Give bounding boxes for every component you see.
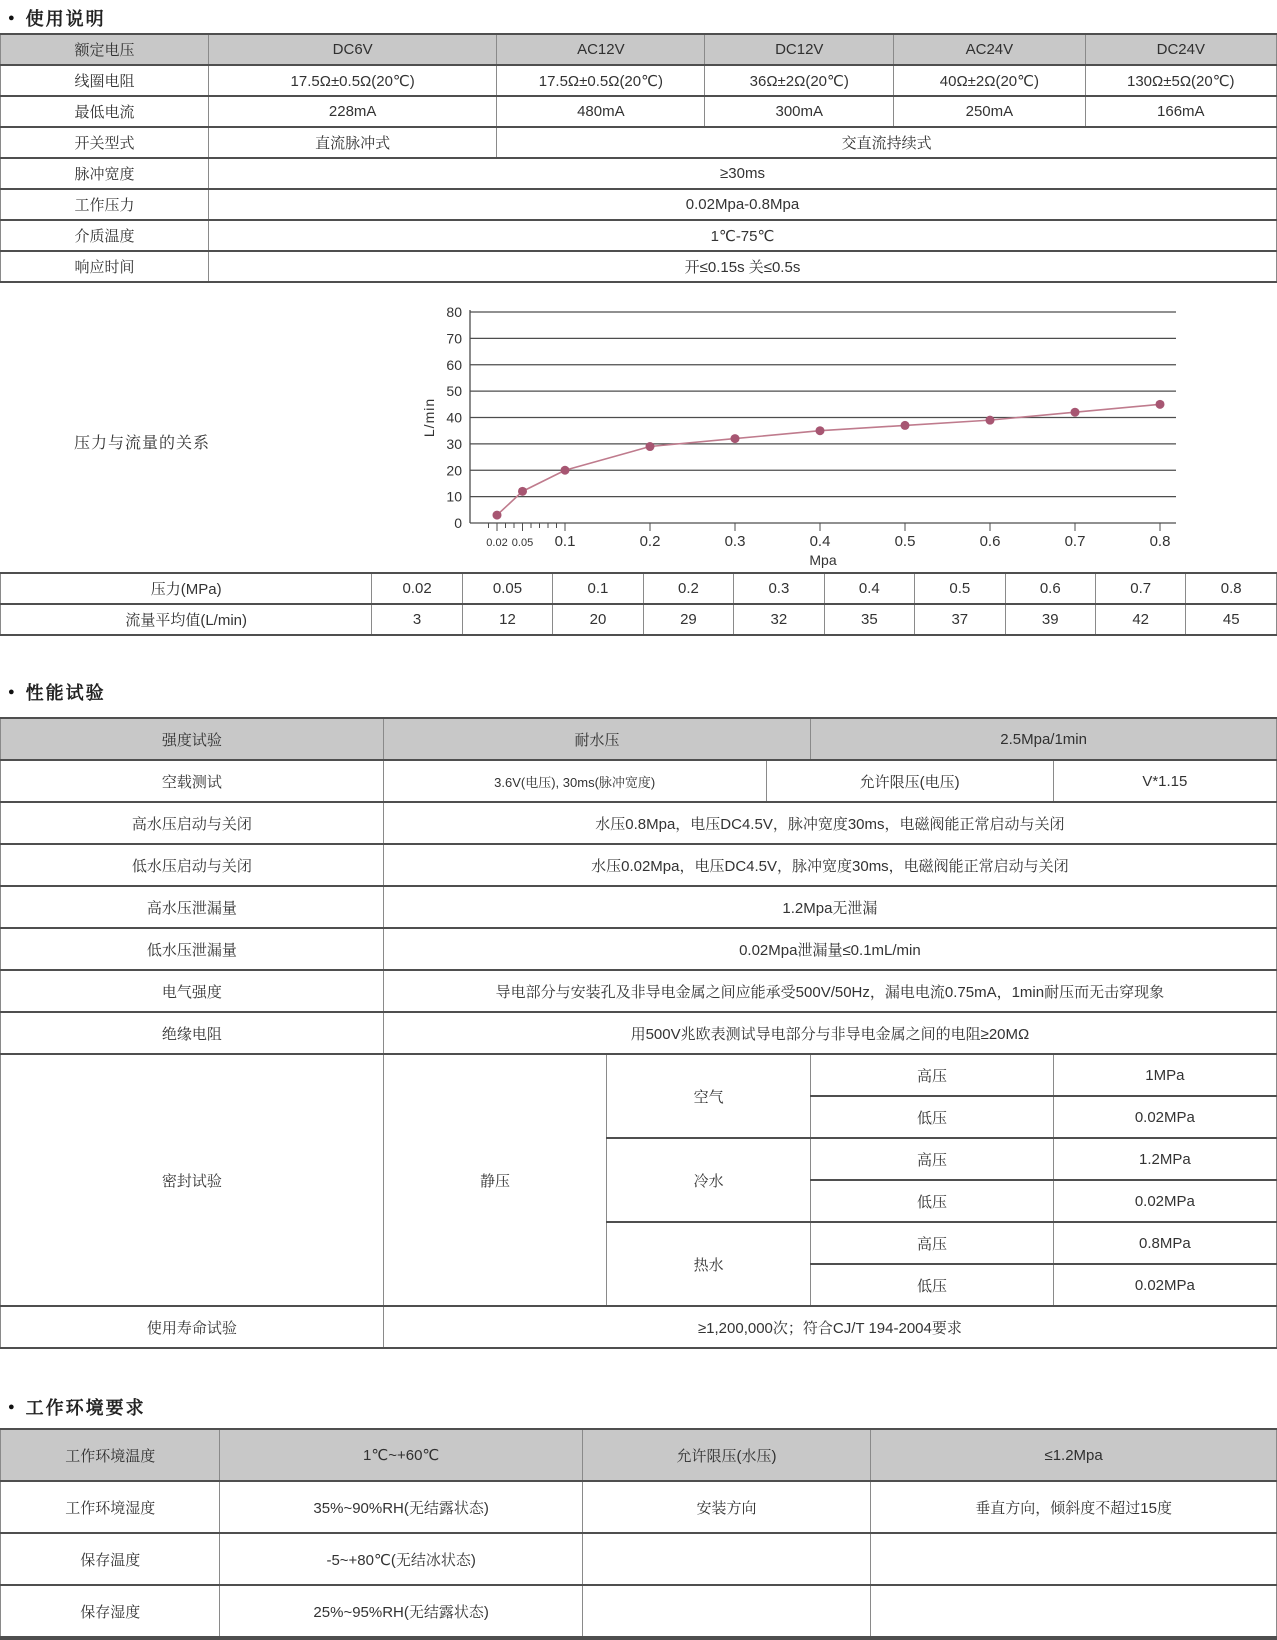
table-row: [1, 718, 1277, 760]
table-row: [1, 220, 1277, 251]
row-label-cell: 保存湿度: [1, 1585, 220, 1638]
value-cell: 250mA: [894, 96, 1085, 127]
value-cell: 0.4: [824, 573, 914, 604]
value-cell: 直流脉冲式: [208, 127, 496, 158]
value-cell: 0.02MPa: [1053, 1180, 1276, 1222]
value-cell: 0.1: [553, 573, 643, 604]
value-cell: 允许限压(电压): [766, 760, 1053, 802]
value-cell: 0.02Mpa泄漏量≤0.1mL/min: [383, 928, 1276, 970]
row-label-cell: 高水压泄漏量: [1, 886, 384, 928]
header-cell: DC24V: [1085, 34, 1276, 65]
row-label-cell: 脉冲宽度: [1, 158, 209, 189]
row-label-cell: 保存温度: [1, 1533, 220, 1585]
value-cell: 0.05: [462, 573, 552, 604]
value-cell: 0.02: [372, 573, 462, 604]
value-cell: [871, 1585, 1277, 1638]
performance-table-wrap: [0, 717, 1277, 1349]
row-label-cell: 最低电流: [1, 96, 209, 127]
header-cell: 强度试验: [1, 718, 384, 760]
bullet-icon: ●: [8, 685, 17, 698]
value-cell: 0.6: [1005, 573, 1095, 604]
row-label-cell: 热水: [607, 1222, 811, 1306]
y-tick-label: 10: [446, 488, 462, 505]
x-tick-label: 0.4: [809, 533, 831, 550]
header-cell: AC12V: [497, 34, 705, 65]
row-label-cell: 低压: [811, 1180, 1053, 1222]
header-cell: ≤1.2Mpa: [871, 1429, 1277, 1481]
x-axis-label: Mpa: [809, 552, 837, 568]
row-label-cell: 高水压启动与关闭: [1, 802, 384, 844]
data-point-marker: [646, 442, 655, 451]
table-row: [1, 970, 1277, 1012]
row-label-cell: 工作压力: [1, 189, 209, 220]
section-usage-title: [8, 5, 106, 31]
table-row: [1, 928, 1277, 970]
data-point-marker: [731, 434, 740, 443]
value-cell: 0.02MPa: [1053, 1096, 1276, 1138]
row-label-cell: 空载测试: [1, 760, 384, 802]
row-label-cell: 密封试验: [1, 1054, 384, 1306]
row-label-cell: 使用寿命试验: [1, 1306, 384, 1348]
header-cell: 2.5Mpa/1min: [811, 718, 1277, 760]
header-cell: 额定电压: [1, 34, 209, 65]
row-label-cell: 流量平均值(L/min): [1, 604, 372, 635]
section-environment-title: [8, 1394, 146, 1420]
value-cell: 开≤0.15s 关≤0.5s: [208, 251, 1276, 282]
y-tick-label: 60: [446, 356, 462, 373]
data-point-marker: [518, 487, 527, 496]
value-cell: 35: [824, 604, 914, 635]
table-row: [1, 65, 1277, 96]
value-cell: 480mA: [497, 96, 705, 127]
data-point-marker: [561, 466, 570, 475]
value-cell: 高压: [811, 1222, 1053, 1264]
header-cell: 耐水压: [383, 718, 810, 760]
y-tick-label: 70: [446, 330, 462, 347]
row-label-cell: 响应时间: [1, 251, 209, 282]
y-tick-label: 20: [446, 462, 462, 479]
value-cell: 0.8MPa: [1053, 1222, 1276, 1264]
value-cell: 29: [643, 604, 733, 635]
row-label-cell: 低水压泄漏量: [1, 928, 384, 970]
header-cell: 工作环境温度: [1, 1429, 220, 1481]
x-tick-label: 0.5: [894, 533, 916, 550]
table-row: [1, 886, 1277, 928]
value-cell: 12: [462, 604, 552, 635]
row-label-cell: 电气强度: [1, 970, 384, 1012]
value-cell: 25%~95%RH(无结露状态): [220, 1585, 582, 1638]
y-tick-label: 50: [446, 383, 462, 400]
row-label-cell: 低压: [811, 1264, 1053, 1306]
row-label-cell: 压力(MPa): [1, 573, 372, 604]
table-row: [1, 1306, 1277, 1348]
chart-title: 压力与流量的关系: [74, 435, 211, 452]
table-row: [1, 604, 1277, 635]
table-row: [1, 1012, 1277, 1054]
table-row: [1, 158, 1277, 189]
pressure-flow-table: [0, 572, 1277, 636]
value-cell: 静压: [383, 1054, 606, 1306]
x-tick-label: 0.8: [1149, 533, 1171, 550]
value-cell: 安装方向: [582, 1481, 870, 1533]
value-cell: 空气: [607, 1054, 811, 1138]
data-point-marker: [1156, 400, 1165, 409]
value-cell: 1MPa: [1053, 1054, 1276, 1096]
table-row: [1, 573, 1277, 604]
value-cell: ≥30ms: [208, 158, 1276, 189]
value-cell: 0.02Mpa-0.8Mpa: [208, 189, 1276, 220]
value-cell: 1℃-75℃: [208, 220, 1276, 251]
value-cell: V*1.15: [1053, 760, 1276, 802]
table-row: [1, 96, 1277, 127]
value-cell: 17.5Ω±0.5Ω(20℃): [208, 65, 496, 96]
value-cell: 35%~90%RH(无结露状态): [220, 1481, 582, 1533]
section-performance-title: [8, 679, 106, 705]
y-axis-label: L/min: [421, 397, 437, 438]
flow-line: [497, 404, 1160, 515]
x-tick-label: 0.02: [486, 537, 508, 549]
value-cell: 3: [372, 604, 462, 635]
table-row: [1, 127, 1277, 158]
row-label-cell: 介质温度: [1, 220, 209, 251]
value-cell: 45: [1186, 604, 1277, 635]
table-row: [1, 844, 1277, 886]
value-cell: 36Ω±2Ω(20℃): [705, 65, 894, 96]
header-cell: DC6V: [208, 34, 496, 65]
spec-table-wrap: [0, 33, 1277, 283]
value-cell: 1.2MPa: [1053, 1138, 1276, 1180]
value-cell: 42: [1095, 604, 1185, 635]
value-cell: 0.3: [734, 573, 824, 604]
row-label-cell: 绝缘电阻: [1, 1012, 384, 1054]
value-cell: 300mA: [705, 96, 894, 127]
table-row: [1, 1533, 1277, 1585]
bullet-icon: ●: [8, 11, 17, 24]
table-row: [1, 189, 1277, 220]
table-row: [1, 1054, 1277, 1096]
x-tick-label: 0.2: [639, 533, 661, 550]
value-cell: 0.7: [1095, 573, 1185, 604]
value-cell: [871, 1533, 1277, 1585]
value-cell: 水压0.8Mpa，电压DC4.5V，脉冲宽度30ms，电磁阀能正常启动与关闭: [383, 802, 1276, 844]
value-cell: [582, 1533, 870, 1585]
rated-voltage-spec-table: [0, 33, 1277, 283]
value-cell: 水压0.02Mpa，电压DC4.5V，脉冲宽度30ms，电磁阀能正常启动与关闭: [383, 844, 1276, 886]
value-cell: 导电部分与安装孔及非导电金属之间应能承受500V/50Hz，漏电电流0.75mA，1min耐压而无击穿现象: [383, 970, 1276, 1012]
value-cell: ≥1,200,000次；符合CJ/T 194-2004要求: [383, 1306, 1276, 1348]
data-point-marker: [901, 421, 910, 430]
x-tick-label: 0.7: [1064, 533, 1086, 550]
header-cell: 1℃~+60℃: [220, 1429, 582, 1481]
value-cell: 0.5: [915, 573, 1005, 604]
data-point-marker: [1071, 408, 1080, 417]
value-cell: 228mA: [208, 96, 496, 127]
row-label-cell: 工作环境湿度: [1, 1481, 220, 1533]
environment-table-wrap: [0, 1428, 1277, 1640]
header-cell: AC24V: [894, 34, 1085, 65]
row-label-cell: 低水压启动与关闭: [1, 844, 384, 886]
value-cell: 40Ω±2Ω(20℃): [894, 65, 1085, 96]
section-title-text: 工作环境要求: [25, 1398, 146, 1418]
value-cell: 37: [915, 604, 1005, 635]
x-tick-label: 0.6: [979, 533, 1001, 550]
value-cell: 39: [1005, 604, 1095, 635]
data-point-marker: [816, 426, 825, 435]
value-cell: 0.2: [643, 573, 733, 604]
y-tick-label: 0: [454, 515, 462, 531]
section-title-text: 使用说明: [25, 9, 106, 29]
header-cell: DC12V: [705, 34, 894, 65]
row-label-cell: 开关型式: [1, 127, 209, 158]
table-row: [1, 1429, 1277, 1481]
data-point-marker: [986, 416, 995, 425]
working-environment-table: [0, 1428, 1277, 1640]
value-cell: 17.5Ω±0.5Ω(20℃): [497, 65, 705, 96]
row-label-cell: 冷水: [607, 1138, 811, 1222]
value-cell: 垂直方向，倾斜度不超过15度: [871, 1481, 1277, 1533]
y-tick-label: 30: [446, 435, 462, 452]
x-tick-label: 0.05: [511, 537, 534, 549]
value-cell: 166mA: [1085, 96, 1276, 127]
bullet-icon: ●: [8, 1400, 17, 1413]
y-tick-label: 40: [446, 409, 462, 426]
performance-test-table: [0, 717, 1277, 1349]
value-cell: 用500V兆欧表测试导电部分与非导电金属之间的电阻≥20MΩ: [383, 1012, 1276, 1054]
row-label-cell: 低压: [811, 1096, 1053, 1138]
row-label-cell: 线圈电阻: [1, 65, 209, 96]
x-tick-label: 0.1: [554, 533, 576, 550]
table-row: [1, 34, 1277, 65]
table-row: [1, 760, 1277, 802]
value-cell: 130Ω±5Ω(20℃): [1085, 65, 1276, 96]
value-cell: 高压: [811, 1054, 1053, 1096]
section-title-text: 性能试验: [25, 683, 106, 703]
value-cell: [582, 1585, 870, 1638]
value-cell: 20: [553, 604, 643, 635]
table-row: [1, 1585, 1277, 1638]
header-cell: 允许限压(水压): [582, 1429, 870, 1481]
data-point-marker: [493, 511, 502, 520]
value-cell: 高压: [811, 1138, 1053, 1180]
value-cell: 0.02MPa: [1053, 1264, 1276, 1306]
value-cell: 3.6V(电压), 30ms(脉冲宽度): [383, 760, 766, 802]
value-cell: 1.2Mpa无泄漏: [383, 886, 1276, 928]
table-row: [1, 1481, 1277, 1533]
value-cell: 0.8: [1186, 573, 1277, 604]
table-row: [1, 802, 1277, 844]
pressure-flow-chart: [420, 298, 1210, 568]
value-cell: -5~+80℃(无结冰状态): [220, 1533, 582, 1585]
y-tick-label: 80: [446, 304, 462, 320]
flow-table-wrap: [0, 572, 1277, 636]
table-row: [1, 251, 1277, 282]
value-cell: 32: [734, 604, 824, 635]
value-cell: 交直流持续式: [497, 127, 1277, 158]
x-tick-label: 0.3: [724, 533, 746, 550]
